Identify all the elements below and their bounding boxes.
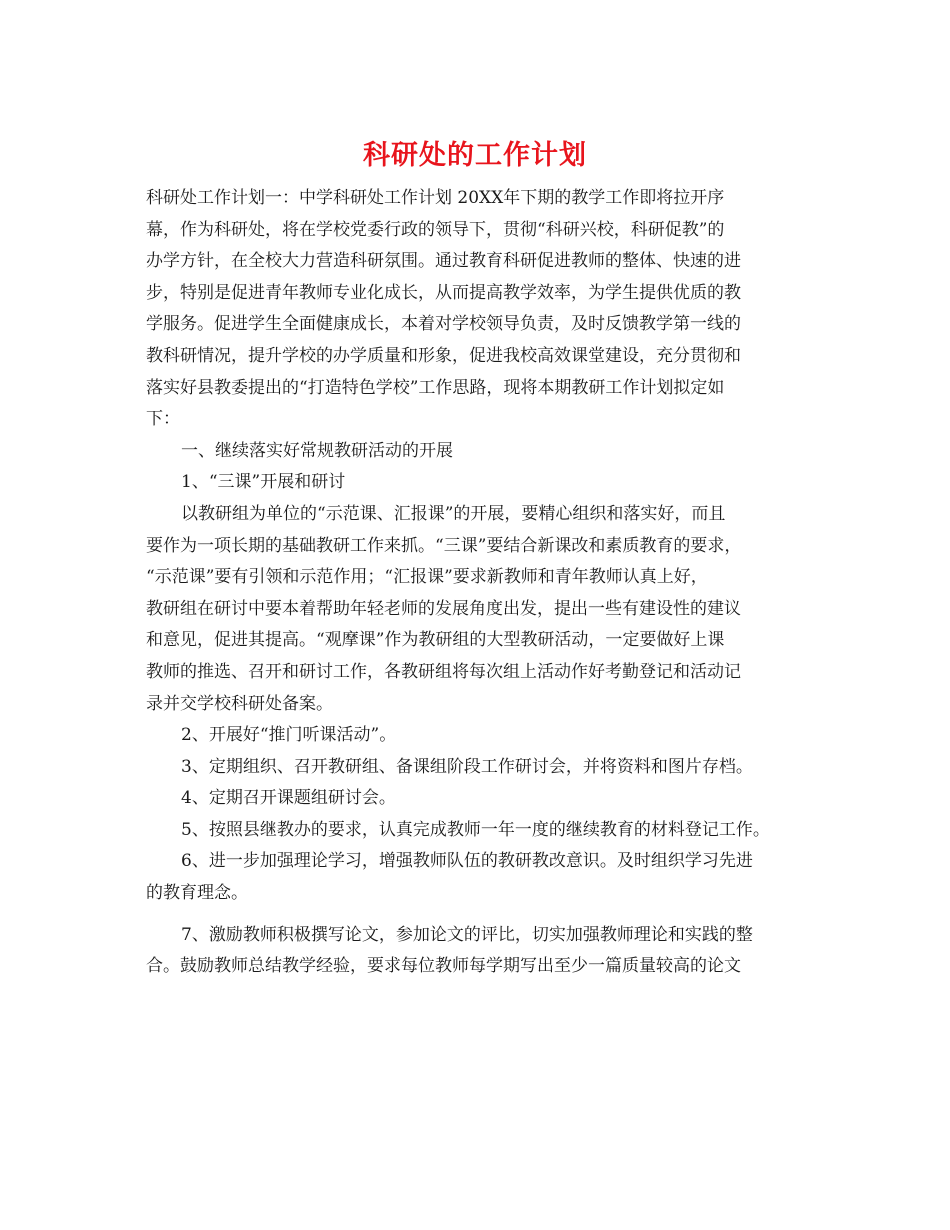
paragraph-line: 1、“三课”开展和研讨 xyxy=(181,472,346,493)
paragraph-line: 的教育理念。 xyxy=(146,883,248,904)
paragraph-line: 4、定期召开课题组研讨会。 xyxy=(181,788,396,809)
paragraph-line: 6、进一步加强理论学习，增强教师队伍的教研教改意识。及时组织学习先进 xyxy=(181,851,753,872)
paragraph-line: 要作为一项长期的基础教研工作来抓。“三课”要结合新课改和素质教育的要求， xyxy=(146,535,742,556)
paragraph-line: 以教研组为单位的“示范课、汇报课”的开展，要精心组织和落实好，而且 xyxy=(181,503,726,524)
paragraph-line: 教研组在研讨中要本着帮助年轻老师的发展角度出发，提出一些有建设性的建议 xyxy=(146,598,741,619)
paragraph-line: 学服务。促进学生全面健康成长，本着对学校领导负责，及时反馈教学第一线的 xyxy=(146,314,741,335)
paragraph-line: 幕，作为科研处，将在学校党委行政的领导下，贯彻“科研兴校，科研促教”的 xyxy=(146,219,725,240)
paragraph-line: 落实好县教委提出的“打造特色学校”工作思路，现将本期教研工作计划拟定如 xyxy=(146,377,725,398)
paragraph-line: 教科研情况，提升学校的办学质量和形象，促进我校高效课堂建设，充分贯彻和 xyxy=(146,345,741,366)
paragraph-line: 一、继续落实好常规教研活动的开展 xyxy=(181,440,453,461)
paragraph-line: 和意见，促进其提高。“观摩课”作为教研组的大型教研活动，一定要做好上课 xyxy=(146,630,725,651)
paragraph-line: 2、开展好“推门听课活动”。 xyxy=(181,725,397,746)
paragraph-line: 教师的推选、召开和研讨工作，各教研组将每次组上活动作好考勤登记和活动记 xyxy=(146,661,741,682)
paragraph-line: 录并交学校科研处备案。 xyxy=(146,693,333,714)
paragraph-line: 5、按照县继教办的要求，认真完成教师一年一度的继续教育的材料登记工作。 xyxy=(181,819,770,840)
paragraph-line: 合。鼓励教师总结教学经验，要求每位教师每学期写出至少一篇质量较高的论文 xyxy=(146,956,741,977)
document-body xyxy=(146,183,810,983)
paragraph-line: 办学方针，在全校大力营造科研氛围。通过教育科研促进教师的整体、快速的进 xyxy=(146,251,741,272)
paragraph-line: 下： xyxy=(146,409,180,430)
paragraph-gap xyxy=(146,910,810,920)
paragraph-line: 7、激励教师积极撰写论文，参加论文的评比，切实加强教师理论和实践的整 xyxy=(181,924,753,945)
document-title: 科研处的工作计划 xyxy=(363,140,587,171)
paragraph-line: 3、定期组织、召开教研组、备课组阶段工作研讨会，并将资料和图片存档。 xyxy=(181,756,753,777)
paragraph-line: 步，特别是促进青年教师专业化成长，从而提高教学效率，为学生提供优质的教 xyxy=(146,282,741,303)
paragraph-line: 科研处工作计划一：中学科研处工作计划 20XX年下期的教学工作即将拉开序 xyxy=(146,188,725,208)
paragraph-line: “示范课”要有引领和示范作用；“汇报课”要求新教师和青年教师认真上好， xyxy=(146,567,708,588)
